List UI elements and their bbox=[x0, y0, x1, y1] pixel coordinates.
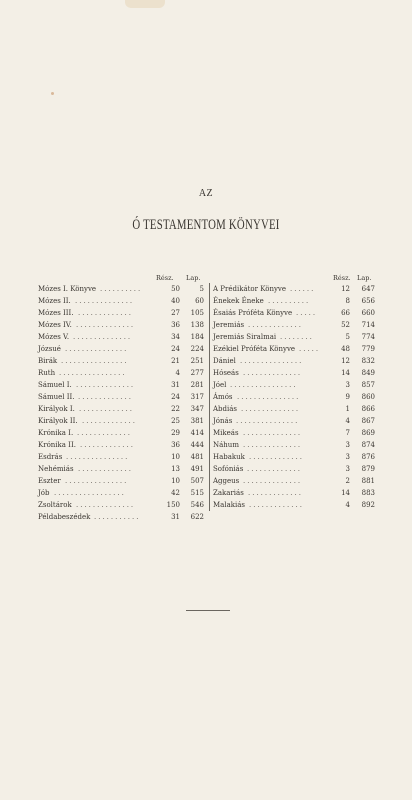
left-header bbox=[38, 272, 205, 283]
page-number: 857 bbox=[361, 381, 375, 389]
chapter-count: 1 bbox=[345, 405, 350, 413]
page-number: 138 bbox=[190, 321, 204, 329]
book-name: Mózes III. bbox=[38, 309, 74, 317]
book-name: Királyok I. bbox=[38, 405, 75, 413]
book-name: Mózes I. Könyve bbox=[38, 285, 97, 293]
book-name: Józsué bbox=[38, 345, 61, 353]
heading-az: AZ bbox=[198, 188, 214, 199]
chapter-count: 10 bbox=[171, 453, 180, 461]
page-number: 224 bbox=[190, 345, 204, 353]
book-name: Abdiás bbox=[213, 405, 238, 413]
chapter-count: 31 bbox=[171, 381, 180, 389]
book-name: Sámuel II. bbox=[38, 393, 75, 401]
page-number: 714 bbox=[361, 321, 375, 329]
leader-dots: .............. bbox=[243, 441, 303, 449]
chapter-count: 36 bbox=[171, 441, 180, 449]
chapter-count: 24 bbox=[171, 345, 180, 353]
page-number: 647 bbox=[361, 285, 375, 293]
table-row bbox=[38, 439, 205, 451]
chapter-count: 42 bbox=[171, 489, 180, 497]
book-name: Sofóniás bbox=[213, 465, 244, 473]
page-number: 491 bbox=[190, 465, 204, 473]
table-row bbox=[38, 415, 205, 427]
book-name: Sámuel I. bbox=[38, 381, 72, 389]
page-number: 876 bbox=[361, 453, 375, 461]
chapter-count: 36 bbox=[171, 321, 180, 329]
leader-dots: ........ bbox=[280, 333, 314, 341]
table-row bbox=[38, 511, 205, 523]
table-row bbox=[210, 319, 379, 331]
page-number: 869 bbox=[361, 429, 375, 437]
chapter-count: 34 bbox=[171, 333, 180, 341]
page-number: 5 bbox=[199, 285, 204, 293]
chapter-count: 50 bbox=[171, 285, 180, 293]
chapter-count: 2 bbox=[345, 477, 350, 485]
page-number: 660 bbox=[361, 309, 375, 317]
page-number: 414 bbox=[190, 429, 204, 437]
page-number: 892 bbox=[361, 501, 375, 509]
page-number: 444 bbox=[190, 441, 204, 449]
leader-dots: .............. bbox=[73, 333, 133, 341]
page-number: 515 bbox=[190, 489, 204, 497]
book-name: Esdrás bbox=[38, 453, 63, 461]
book-name: Krónika II. bbox=[38, 441, 76, 449]
page-number: 860 bbox=[361, 393, 375, 401]
ink-speck bbox=[51, 92, 54, 95]
book-name: Birák bbox=[38, 357, 58, 365]
leader-dots: .............. bbox=[241, 405, 301, 413]
book-name: Jeremiás Siralmai bbox=[213, 333, 277, 341]
book-name: Náhum bbox=[213, 441, 239, 449]
leader-dots: ............... bbox=[65, 477, 129, 485]
table-row bbox=[210, 487, 379, 499]
page-number: 105 bbox=[190, 309, 204, 317]
leader-dots: ............... bbox=[236, 417, 300, 425]
right-rows bbox=[209, 283, 379, 511]
page-number: 832 bbox=[361, 357, 375, 365]
book-name: Jóel bbox=[213, 381, 227, 389]
chapter-count: 8 bbox=[345, 297, 350, 305]
leader-dots: ............. bbox=[78, 393, 133, 401]
table-row bbox=[210, 343, 379, 355]
leader-dots: ................ bbox=[59, 369, 127, 377]
chapter-count: 4 bbox=[175, 369, 180, 377]
book-name: A Prédikátor Könyve bbox=[213, 285, 287, 293]
leader-dots: .............. bbox=[76, 501, 136, 509]
table-row bbox=[210, 427, 379, 439]
book-name: Zsoltárok bbox=[38, 501, 72, 509]
page-number: 866 bbox=[361, 405, 375, 413]
leader-dots: .............. bbox=[243, 429, 303, 437]
table-row bbox=[38, 307, 205, 319]
leader-dots: ................ bbox=[61, 357, 129, 365]
book-name: Dániel bbox=[213, 357, 236, 365]
book-name: Mózes IV. bbox=[38, 321, 72, 329]
table-row bbox=[38, 403, 205, 415]
book-name: Ezékiel Próféta Könyve bbox=[213, 345, 296, 353]
chapter-count: 3 bbox=[345, 465, 350, 473]
book-name: Ésaiás Próféta Könyve bbox=[213, 309, 293, 317]
leader-dots: ............... bbox=[237, 393, 301, 401]
leader-dots: ............. bbox=[80, 441, 135, 449]
closing-rule bbox=[186, 610, 230, 611]
table-row bbox=[38, 499, 205, 511]
book-name: Habakuk bbox=[213, 453, 245, 461]
table-row bbox=[210, 367, 379, 379]
chapter-count: 25 bbox=[171, 417, 180, 425]
right-column bbox=[209, 272, 379, 511]
table-row bbox=[38, 451, 205, 463]
book-name: Jób bbox=[38, 489, 50, 497]
table-row bbox=[38, 331, 205, 343]
leader-dots: ............. bbox=[78, 309, 133, 317]
table-row bbox=[38, 391, 205, 403]
right-header bbox=[209, 272, 379, 283]
chapter-count: 14 bbox=[341, 489, 350, 497]
table-row bbox=[38, 487, 205, 499]
leader-dots: .............. bbox=[243, 477, 303, 485]
page-number: 281 bbox=[190, 381, 204, 389]
leader-dots: ........... bbox=[94, 513, 141, 521]
chapter-count: 12 bbox=[341, 357, 350, 365]
leader-dots: ................. bbox=[54, 489, 126, 497]
book-name: Mikeás bbox=[213, 429, 239, 437]
leader-dots: ...... bbox=[290, 285, 316, 293]
page-number: 849 bbox=[361, 369, 375, 377]
left-rows bbox=[38, 283, 205, 523]
page-number: 883 bbox=[361, 489, 375, 497]
page-number: 656 bbox=[361, 297, 375, 305]
leader-dots: ..... bbox=[299, 345, 321, 353]
table-row bbox=[210, 451, 379, 463]
table-row bbox=[210, 463, 379, 475]
page-number: 774 bbox=[361, 333, 375, 341]
table-row bbox=[38, 343, 205, 355]
book-name: Zakariás bbox=[213, 489, 244, 497]
book-name: Énekek Éneke bbox=[213, 297, 264, 305]
book-name: Jónás bbox=[213, 417, 233, 425]
page-number: 879 bbox=[361, 465, 375, 473]
page-number: 779 bbox=[361, 345, 375, 353]
right-header-lap: Lap. bbox=[357, 274, 372, 282]
page-number: 507 bbox=[190, 477, 204, 485]
chapter-count: 9 bbox=[345, 393, 350, 401]
book-name: Eszter bbox=[38, 477, 61, 485]
chapter-count: 10 bbox=[171, 477, 180, 485]
book-name: Ruth bbox=[38, 369, 56, 377]
chapter-count: 22 bbox=[171, 405, 180, 413]
table-row bbox=[38, 463, 205, 475]
book-name: Jeremiás bbox=[213, 321, 245, 329]
table-row bbox=[210, 415, 379, 427]
page-number: 277 bbox=[190, 369, 204, 377]
book-name: Mózes V. bbox=[38, 333, 70, 341]
book-name: Királyok II. bbox=[38, 417, 78, 425]
page-number: 184 bbox=[190, 333, 204, 341]
book-name: Malakiás bbox=[213, 501, 245, 509]
chapter-count: 29 bbox=[171, 429, 180, 437]
chapter-count: 66 bbox=[341, 309, 350, 317]
leader-dots: ............. bbox=[248, 321, 303, 329]
leader-dots: ............... bbox=[65, 345, 129, 353]
book-name: Hóseás bbox=[213, 369, 239, 377]
left-column bbox=[38, 272, 205, 523]
table-row bbox=[38, 319, 205, 331]
book-name: Aggeus bbox=[213, 477, 240, 485]
leader-dots: ............. bbox=[249, 501, 304, 509]
table-row bbox=[38, 427, 205, 439]
chapter-count: 7 bbox=[345, 429, 350, 437]
chapter-count: 31 bbox=[171, 513, 180, 521]
table-row bbox=[38, 367, 205, 379]
chapter-count: 3 bbox=[345, 381, 350, 389]
leader-dots: .......... bbox=[100, 285, 143, 293]
leader-dots: ............. bbox=[247, 465, 302, 473]
table-row bbox=[38, 379, 205, 391]
chapter-count: 12 bbox=[341, 285, 350, 293]
leader-dots: ............... bbox=[66, 453, 130, 461]
table-row bbox=[38, 475, 205, 487]
leader-dots: .......... bbox=[268, 297, 311, 305]
table-row bbox=[38, 295, 205, 307]
chapter-count: 14 bbox=[341, 369, 350, 377]
table-row bbox=[210, 283, 379, 295]
table-row bbox=[210, 331, 379, 343]
book-name: Krónika I. bbox=[38, 429, 74, 437]
table-row bbox=[210, 307, 379, 319]
leader-dots: ............. bbox=[78, 465, 133, 473]
page-number: 867 bbox=[361, 417, 375, 425]
leader-dots: ............... bbox=[240, 357, 304, 365]
table-row bbox=[38, 283, 205, 295]
chapter-count: 27 bbox=[171, 309, 180, 317]
table-row bbox=[210, 355, 379, 367]
book-name: Ámós bbox=[213, 393, 233, 401]
leader-dots: .............. bbox=[243, 369, 303, 377]
chapter-count: 24 bbox=[171, 393, 180, 401]
book-name: Nehémiás bbox=[38, 465, 74, 473]
leader-dots: .............. bbox=[76, 381, 136, 389]
chapter-count: 3 bbox=[345, 453, 350, 461]
leader-dots: .............. bbox=[76, 321, 136, 329]
chapter-count: 21 bbox=[171, 357, 180, 365]
page-stain bbox=[125, 0, 165, 8]
table-row bbox=[38, 355, 205, 367]
leader-dots: ................ bbox=[230, 381, 298, 389]
left-header-lap: Lap. bbox=[186, 274, 201, 282]
chapter-count: 150 bbox=[166, 501, 180, 509]
leader-dots: ............. bbox=[79, 405, 134, 413]
page-number: 381 bbox=[190, 417, 204, 425]
chapter-count: 48 bbox=[341, 345, 350, 353]
page-number: 251 bbox=[190, 357, 204, 365]
leader-dots: ............. bbox=[248, 489, 303, 497]
table-row bbox=[210, 475, 379, 487]
leader-dots: .............. bbox=[75, 297, 135, 305]
chapter-count: 13 bbox=[171, 465, 180, 473]
chapter-count: 40 bbox=[171, 297, 180, 305]
table-row bbox=[210, 403, 379, 415]
book-name: Mózes II. bbox=[38, 297, 71, 305]
table-row bbox=[210, 295, 379, 307]
page-number: 881 bbox=[361, 477, 375, 485]
table-row bbox=[210, 439, 379, 451]
chapter-count: 4 bbox=[345, 501, 350, 509]
chapter-count: 3 bbox=[345, 441, 350, 449]
chapter-count: 4 bbox=[345, 417, 350, 425]
leader-dots: ............. bbox=[82, 417, 137, 425]
leader-dots: ..... bbox=[296, 309, 318, 317]
table-row bbox=[210, 499, 379, 511]
page-number: 347 bbox=[190, 405, 204, 413]
right-header-resz: Rész. bbox=[333, 274, 351, 282]
table-row bbox=[210, 391, 379, 403]
leader-dots: ............. bbox=[77, 429, 132, 437]
chapter-count: 52 bbox=[341, 321, 350, 329]
chapter-count: 5 bbox=[345, 333, 350, 341]
page-title: Ó TESTAMENTOM KÖNYVEI bbox=[132, 217, 280, 233]
page-number: 60 bbox=[195, 297, 204, 305]
leader-dots: ............. bbox=[249, 453, 304, 461]
book-name: Példabeszédek bbox=[38, 513, 91, 521]
table-row bbox=[210, 379, 379, 391]
left-header-resz: Rész. bbox=[156, 274, 174, 282]
page-number: 317 bbox=[190, 393, 204, 401]
page-number: 481 bbox=[190, 453, 204, 461]
page-number: 622 bbox=[190, 513, 204, 521]
page-number: 874 bbox=[361, 441, 375, 449]
page-number: 546 bbox=[190, 501, 204, 509]
